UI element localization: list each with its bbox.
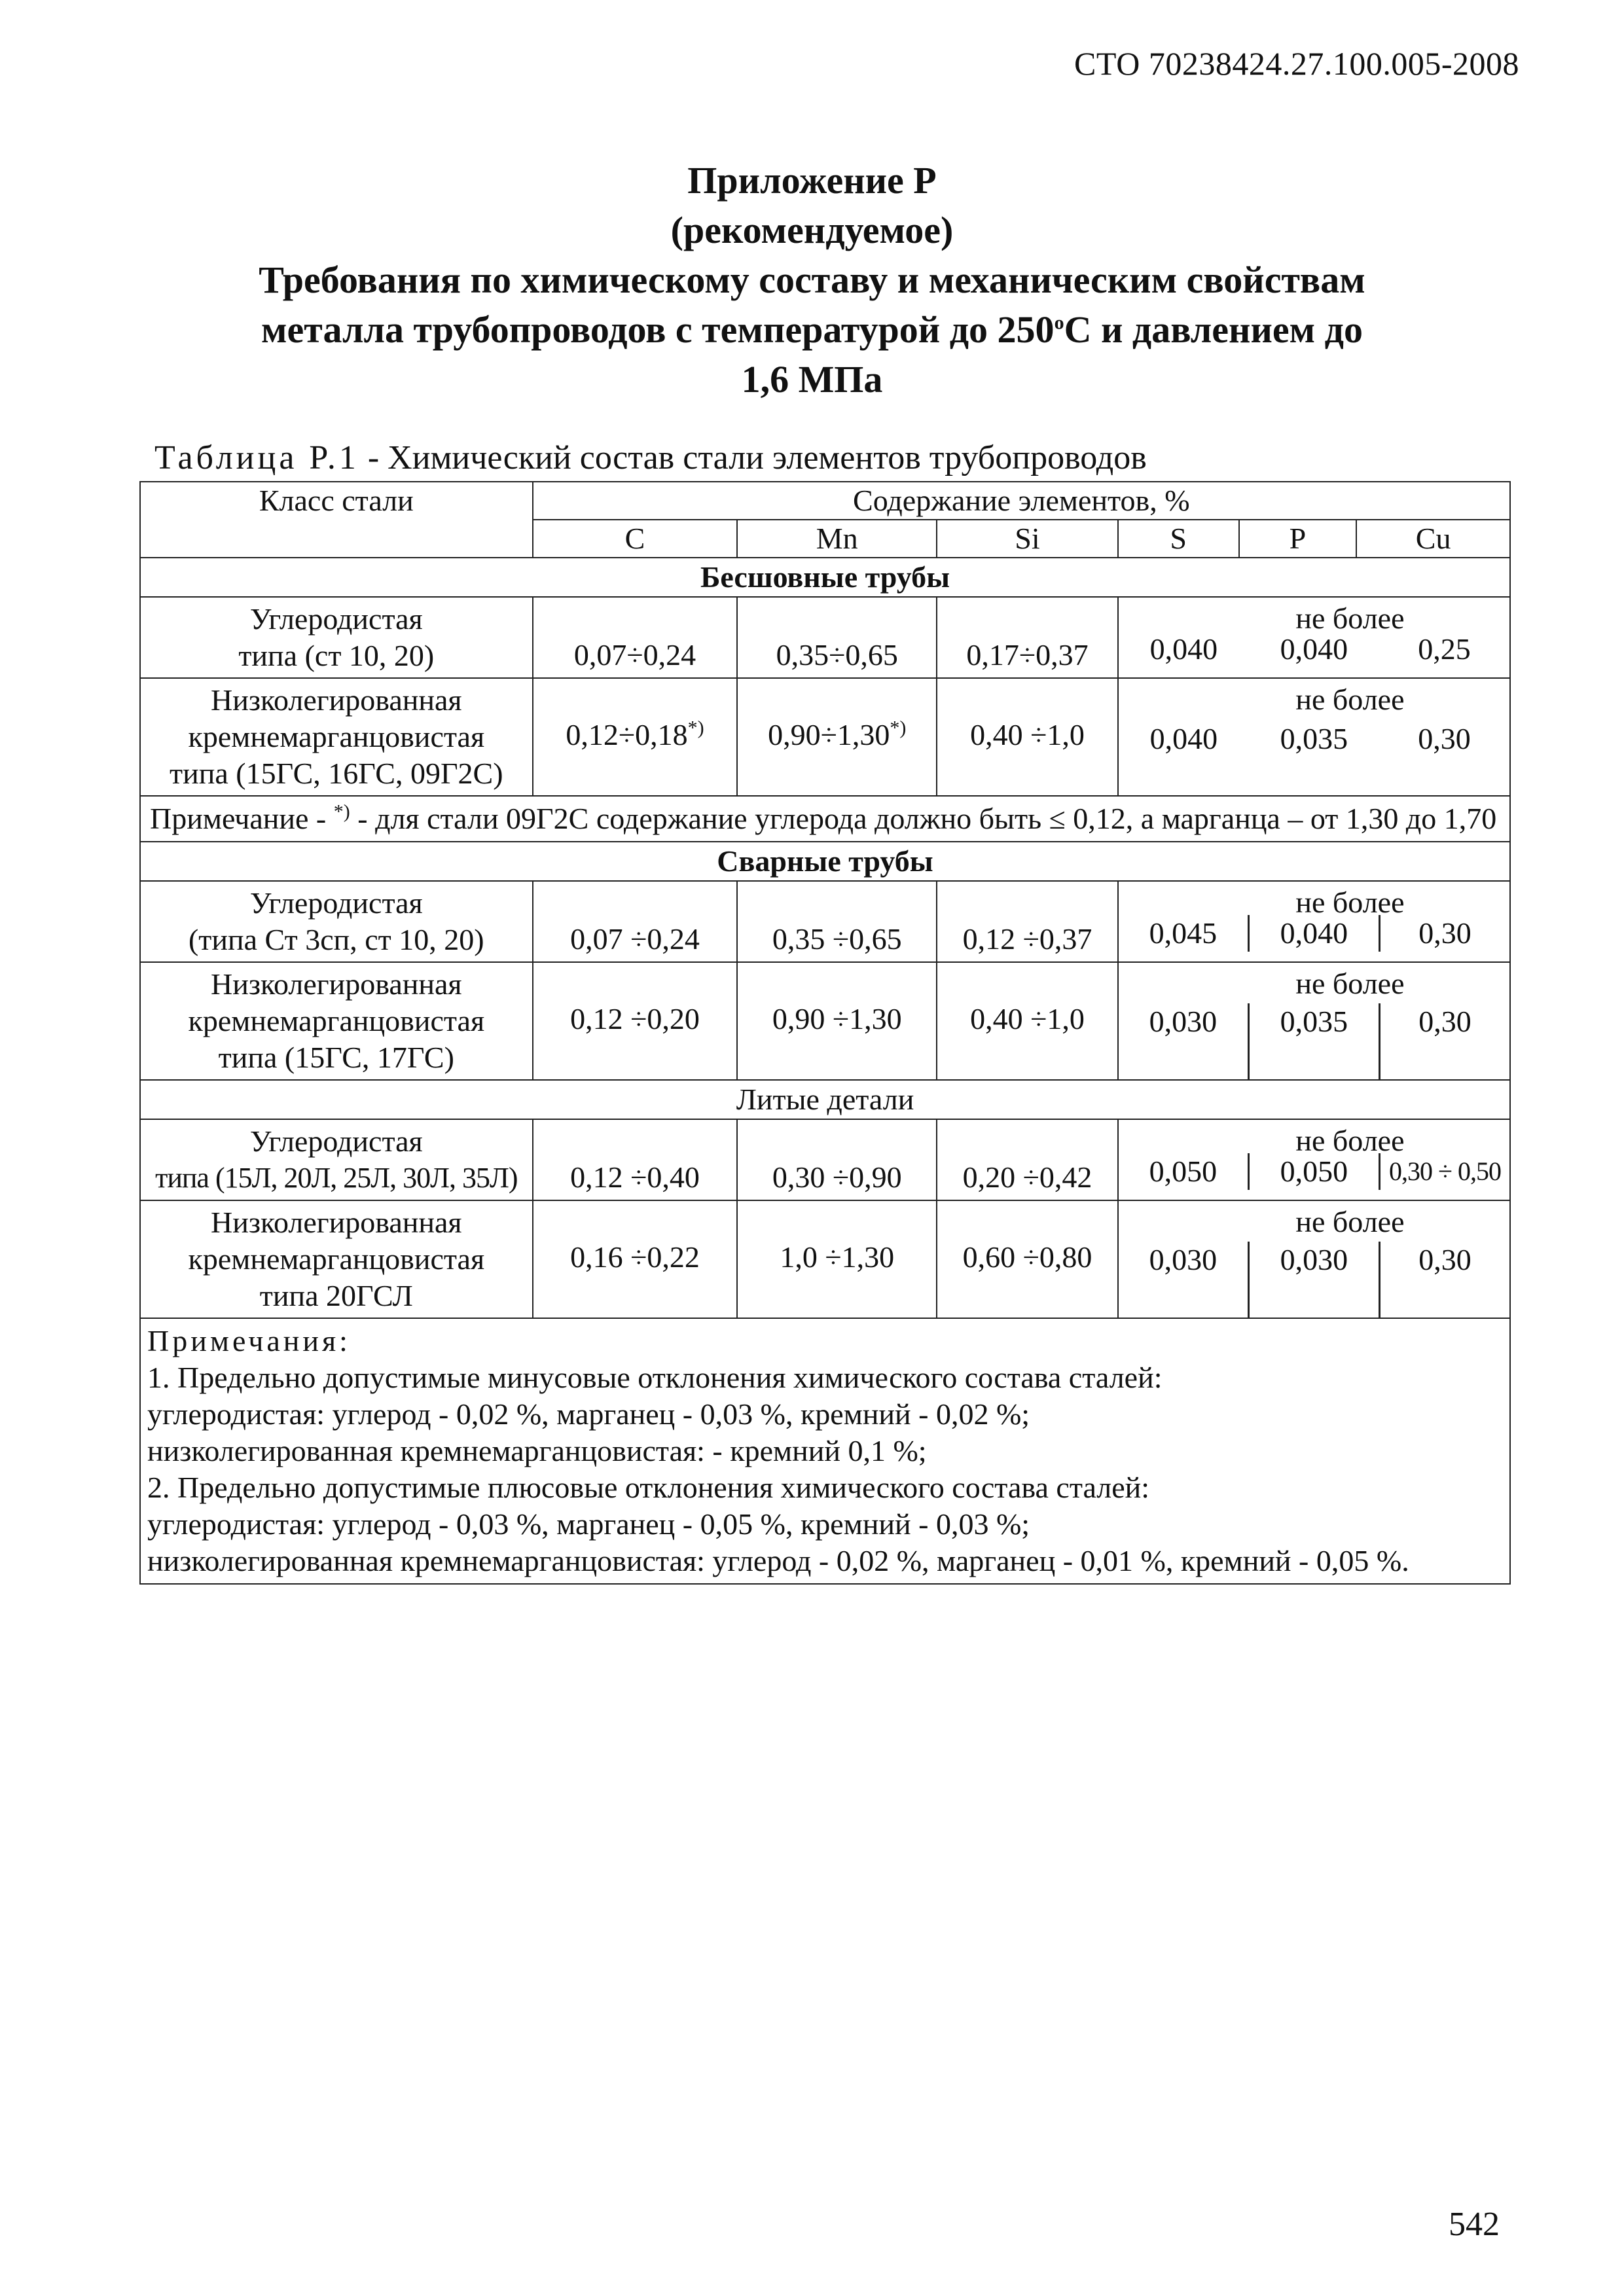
spc-cell: не более 0,030 0,030 0,30 [1118, 1200, 1510, 1318]
header-cu: Cu [1356, 520, 1510, 558]
table-row: Низколегированная кремнемарганцовистая типа 20ГСЛ 0,16 ÷0,22 1,0 ÷1,30 0,60 ÷0,80 не более 0,030 0,030 0,30 [140, 1200, 1510, 1318]
header-mn: Mn [737, 520, 937, 558]
appendix-status: (рекомендуемое) [670, 209, 954, 251]
header-s: S [1118, 520, 1239, 558]
document-code: СТО 70238424.27.100.005-2008 [1074, 45, 1519, 82]
grade-cell: Углеродистая (типа Ст 3сп, ст 10, 20) [140, 881, 533, 962]
header-p: P [1239, 520, 1357, 558]
grade-cell: Низколегированная кремнемарганцовистая типа (15ГС, 16ГС, 09Г2С) [140, 678, 533, 796]
grade-cell: Низколегированная кремнемарганцовистая типа (15ГС, 17ГС) [140, 962, 533, 1080]
appendix-title [105, 156, 1519, 404]
table-header-row [140, 482, 1510, 520]
section-welded: Сварные трубы [140, 842, 1510, 881]
appendix-heading: Приложение Р [687, 159, 937, 202]
header-c: С [533, 520, 738, 558]
table-row: Низколегированная кремнемарганцовистая типа (15ГС, 16ГС, 09Г2С) 0,12÷0,18*) 0,90÷1,30*) 0,40 ÷1,0 не более 0,040 0,035 0,30 [140, 678, 1510, 796]
table-row: Углеродистая типа (ст 10, 20) 0,07÷0,24 0,35÷0,65 0,17÷0,37 не более 0,040 0,040 0,25 [140, 597, 1510, 678]
spc-cell: не более 0,040 0,035 0,30 [1118, 678, 1510, 796]
table-row: Углеродистая типа (15Л, 20Л, 25Л, 30Л, 35Л) 0,12 ÷0,40 0,30 ÷0,90 0,20 ÷0,42 не более 0,050 0,050 0,30 ÷ 0,50 [140, 1119, 1510, 1200]
header-si: Si [937, 520, 1118, 558]
notes-title: Примечания: [147, 1324, 351, 1357]
header-grade: Класс стали [140, 482, 533, 558]
grade-cell: Углеродистая типа (15Л, 20Л, 25Л, 30Л, 35Л) [140, 1119, 533, 1200]
section-cast: Литые детали [140, 1080, 1510, 1119]
chemical-composition-table [139, 481, 1511, 1585]
spc-cell: не более 0,045 0,040 0,30 [1118, 881, 1510, 962]
appendix-subject-line-1: Требования по химическому составу и механическим свойствам [259, 259, 1365, 301]
appendix-subject-line-3: 1,6 МПа [741, 358, 883, 401]
notes-row: Примечания: 1. Предельно допустимые минусовые отклонения химического состава сталей: углеродистая: углерод - 0,02 %, марганец - 0,03 %, кремний - 0,02 %; низколегированная кремнемарганцовистая: - кремний 0,1 %; 2. Предельно допустимые плюсовые отклонения химического состава сталей: углеродистая: углерод - 0,03 %, марганец - 0,05 %, кремний - 0,03 %; низколегированная кремнемарганцовистая: углерод - 0,02 %, марганец - 0,01 %, кремний - 0,05 %. [140, 1318, 1510, 1584]
grade-cell: Низколегированная кремнемарганцовистая типа 20ГСЛ [140, 1200, 533, 1318]
page-number: 542 [1449, 2206, 1500, 2243]
header-content: Содержание элементов, % [533, 482, 1510, 520]
grade-cell: Углеродистая типа (ст 10, 20) [140, 597, 533, 678]
spc-cell: не более 0,030 0,035 0,30 [1118, 962, 1510, 1080]
spc-cell: не более 0,050 0,050 0,30 ÷ 0,50 [1118, 1119, 1510, 1200]
footnote-row: Примечание - *) - для стали 09Г2С содержание углерода должно быть ≤ 0,12, а марганца – от 1,30 до 1,70 [140, 796, 1510, 842]
table-caption: Таблица Р.1 - Химический состав стали элементов трубопроводов [154, 439, 1147, 476]
section-seamless: Бесшовные трубы [140, 558, 1510, 597]
table-row: Углеродистая (типа Ст 3сп, ст 10, 20) 0,07 ÷0,24 0,35 ÷0,65 0,12 ÷0,37 не более 0,045 0,040 0,30 [140, 881, 1510, 962]
spc-cell: не более 0,040 0,040 0,25 [1118, 597, 1510, 678]
appendix-subject-line-2: металла трубопроводов с температурой до $250^оС$ и давлением до [261, 308, 1363, 351]
table-row: Низколегированная кремнемарганцовистая типа (15ГС, 17ГС) 0,12 ÷0,20 0,90 ÷1,30 0,40 ÷1,0 не более 0,030 0,035 0,30 [140, 962, 1510, 1080]
